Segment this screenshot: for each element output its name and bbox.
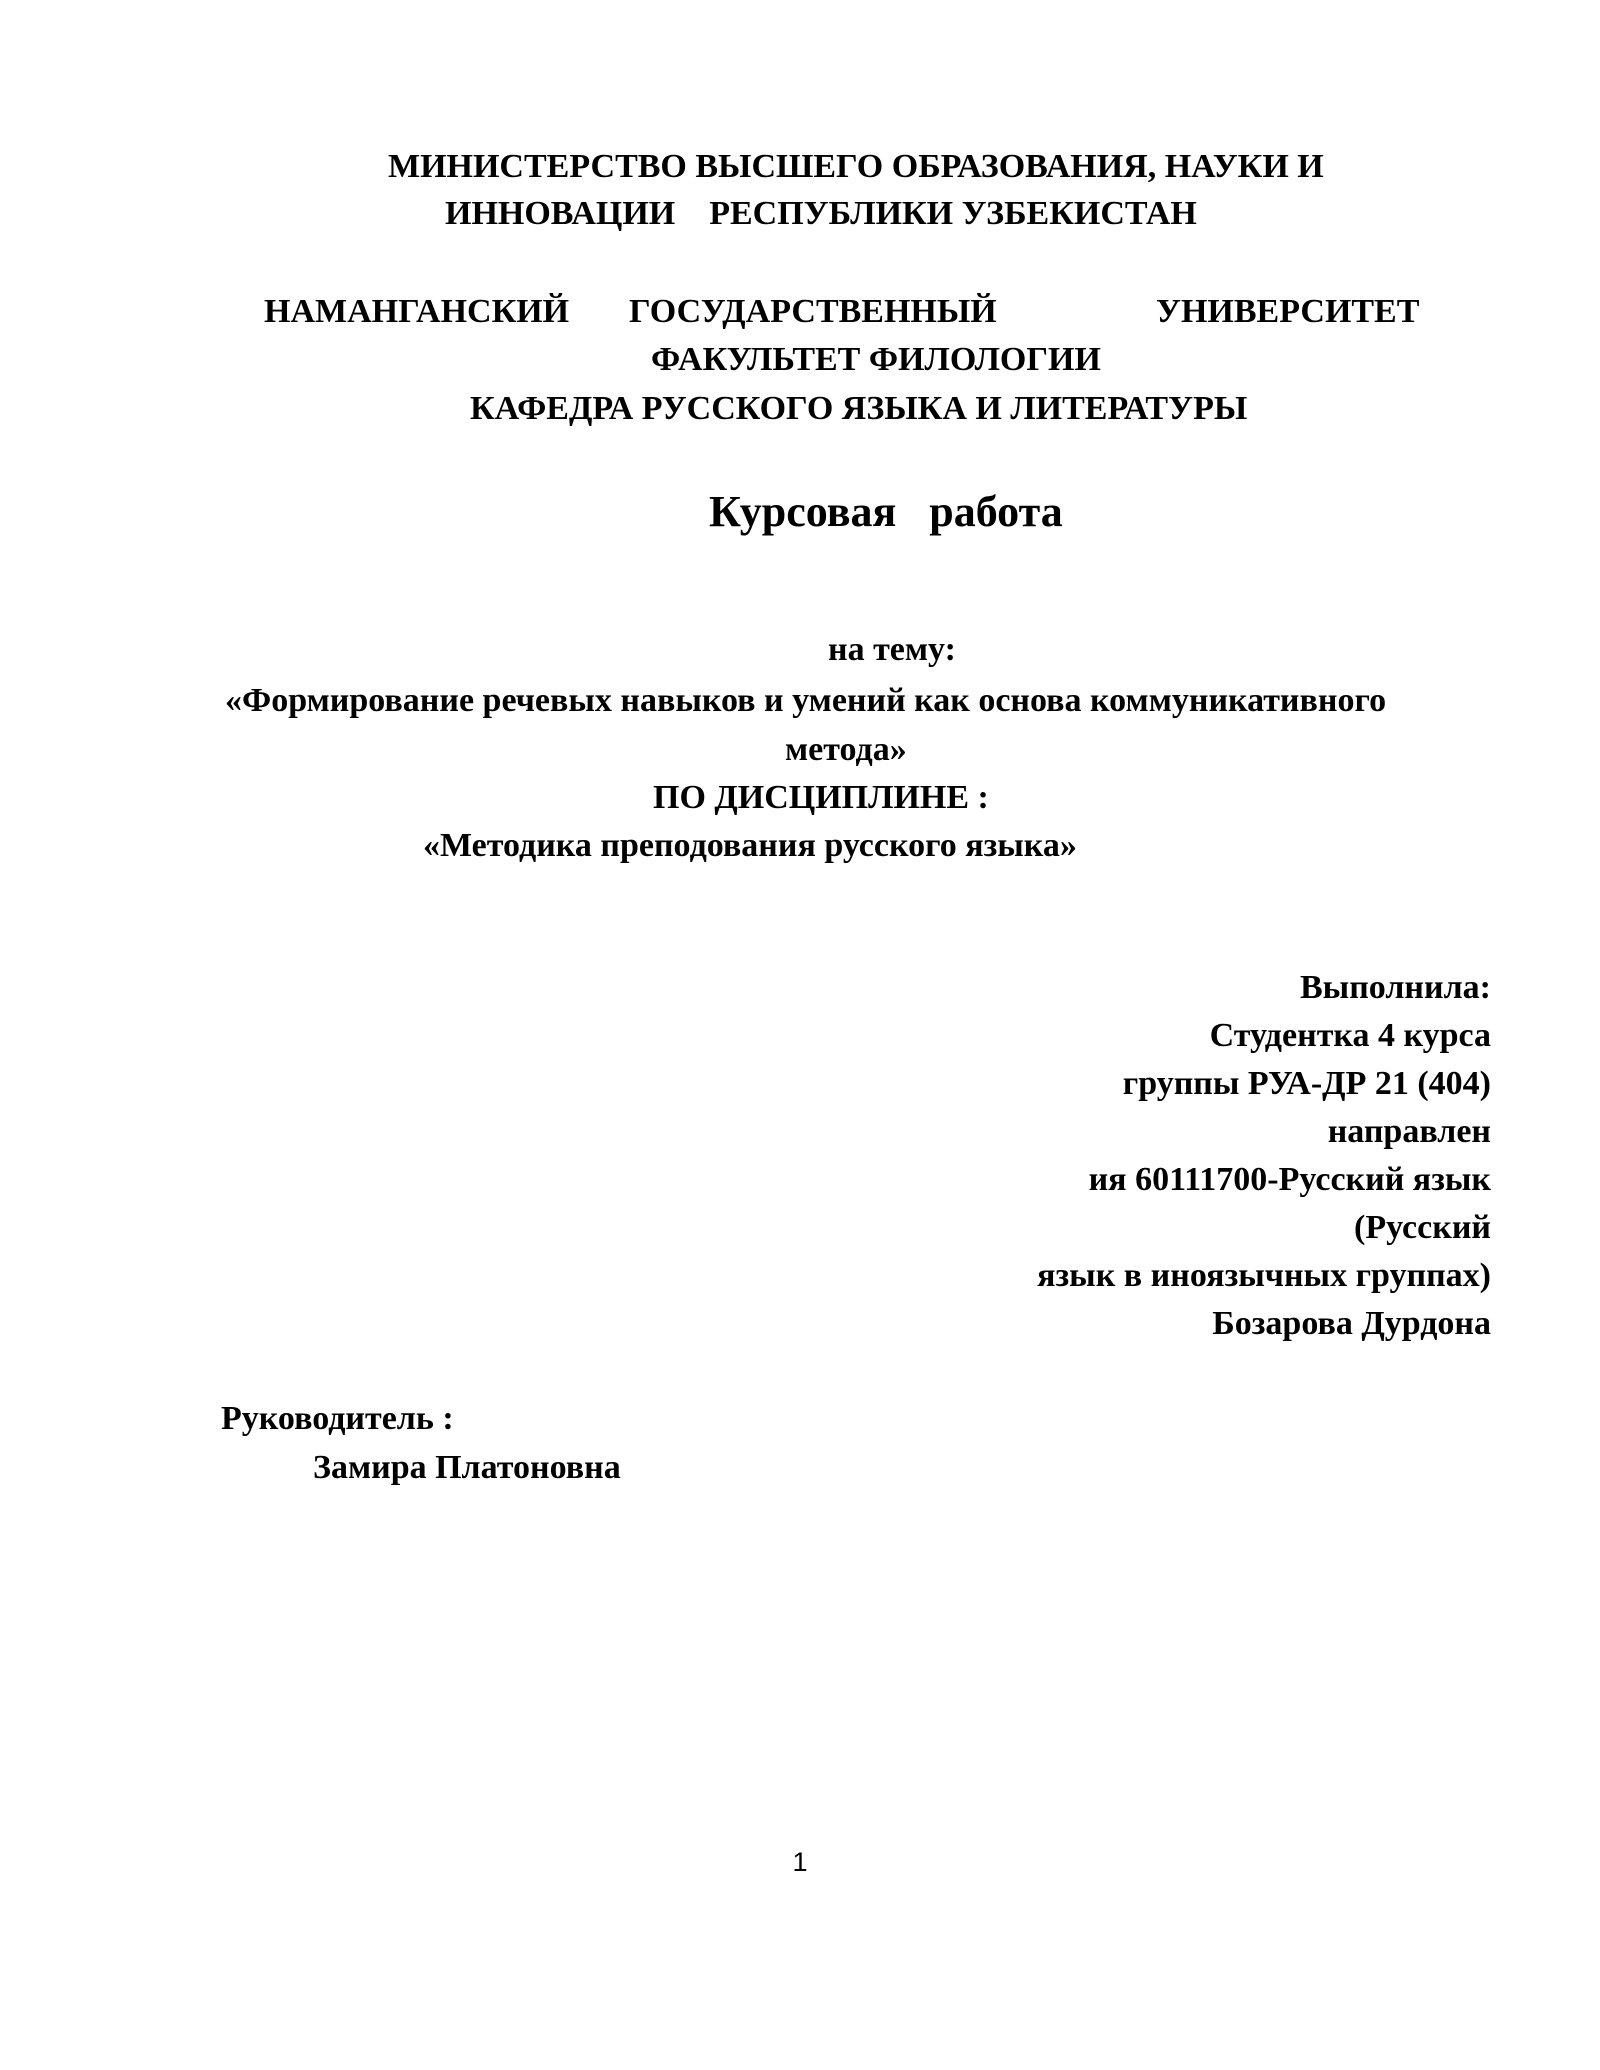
author-line-specialty-1: (Русский [1354, 1209, 1491, 1246]
faculty-line: ФАКУЛЬТЕТ ФИЛОЛОГИИ [651, 341, 1101, 378]
author-line-group: группы РУА-ДР 21 (404) [1122, 1065, 1491, 1102]
discipline-label: ПО ДИСЦИПЛИНЕ : [653, 779, 989, 816]
author-line-specialty-2: язык в иноязычных группах) [1037, 1257, 1491, 1294]
topic-line-2: метода» [785, 731, 907, 768]
author-line-name: Бозарова Дурдона [1212, 1305, 1491, 1342]
author-line-direction-1: направлен [1327, 1113, 1491, 1150]
university-word-3: УНИВЕРСИТЕТ [1156, 293, 1420, 330]
university-word-1: НАМАНГАНСКИЙ [264, 293, 570, 330]
ministry-line-1: МИНИСТЕРСТВО ВЫСШЕГО ОБРАЗОВАНИЯ, НАУКИ И [388, 148, 1324, 185]
supervisor-name: Замира Платоновна [313, 1449, 621, 1486]
topic-label: на тему: [828, 631, 956, 668]
ministry-line-2: ИННОВАЦИИ РЕСПУБЛИКИ УЗБЕКИСТАН [445, 195, 1197, 232]
author-line-course: Студентка 4 курса [1209, 1017, 1491, 1054]
supervisor-label: Руководитель : [221, 1400, 454, 1437]
author-line-performed: Выполнила: [1299, 969, 1491, 1006]
university-word-2: ГОСУДАРСТВЕННЫЙ [629, 293, 997, 330]
discipline-name: «Методика преподования русского языка» [423, 827, 1077, 864]
topic-line-1: «Формирование речевых навыков и умений как основа коммуникативного [225, 682, 1387, 719]
department-line: КАФЕДРА РУССКОГО ЯЗЫКА И ЛИТЕРАТУРЫ [470, 390, 1248, 427]
page-number: 1 [792, 1847, 808, 1877]
work-type-title: Курсовая работа [709, 487, 1063, 536]
author-line-direction-2: ия 60111700-Русский язык [1088, 1161, 1491, 1198]
